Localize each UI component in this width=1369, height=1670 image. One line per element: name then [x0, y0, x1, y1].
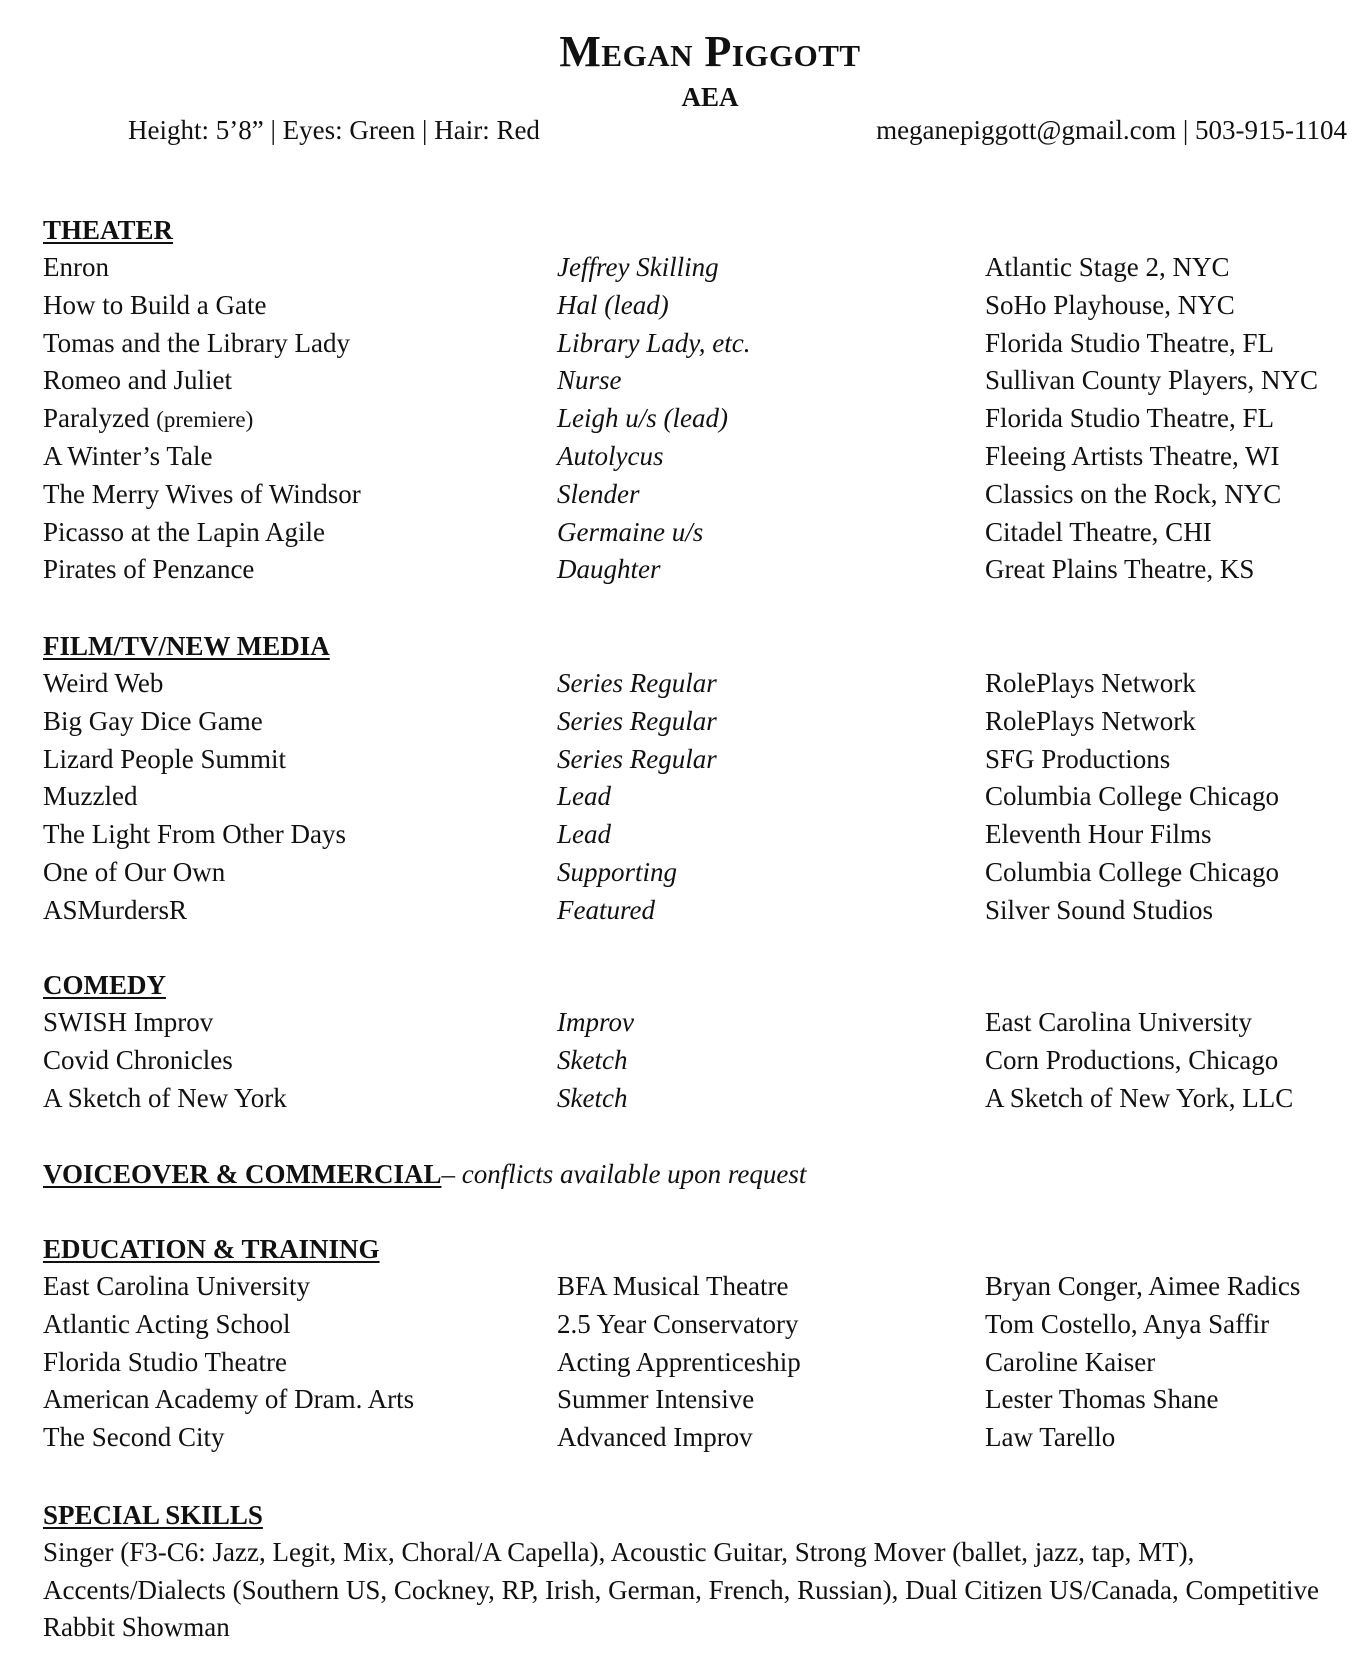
- credit-role: Improv: [557, 1007, 634, 1037]
- credit-venue: Classics on the Rock, NYC: [985, 478, 1282, 509]
- theater-row: [43, 287, 1343, 325]
- credit-role: Autolycus: [557, 440, 664, 471]
- comedy-row: [43, 1042, 1343, 1080]
- credit-role: Series Regular: [557, 743, 717, 774]
- education-program: Acting Apprenticeship: [557, 1346, 801, 1377]
- education-row: [43, 1268, 1343, 1306]
- theater-row: [43, 514, 1343, 552]
- film-row: [43, 665, 1343, 703]
- credit-title: Covid Chronicles: [43, 1044, 233, 1075]
- credit-role: Lead: [557, 819, 611, 850]
- film-section: [43, 627, 1343, 930]
- credit-role: Leigh u/s (lead): [557, 403, 728, 434]
- credit-title-cell: [43, 514, 325, 552]
- credit-title: Paralyzed: [43, 403, 150, 434]
- credit-venue: Atlantic Stage 2, NYC: [985, 252, 1230, 282]
- credit-title: SWISH Improv: [43, 1007, 214, 1037]
- skills-section: [43, 1496, 1343, 1647]
- credit-title: ASMurdersR: [43, 894, 188, 925]
- theater-list: [43, 249, 1343, 589]
- film-row: [43, 778, 1343, 816]
- credit-venue: Columbia College Chicago: [985, 856, 1279, 887]
- credit-role: Supporting: [557, 856, 678, 887]
- credit-role: Series Regular: [557, 668, 717, 698]
- credit-role: Sketch: [557, 1044, 628, 1075]
- theater-row: [43, 400, 1343, 438]
- education-program: Summer Intensive: [557, 1384, 755, 1415]
- comedy-list: [43, 1004, 1343, 1117]
- education-teachers: Lester Thomas Shane: [985, 1384, 1219, 1415]
- credit-venue: Florida Studio Theatre, FL: [985, 327, 1274, 358]
- credit-venue: SFG Productions: [985, 743, 1171, 774]
- credit-title: One of Our Own: [43, 856, 226, 887]
- comedy-section: [43, 966, 1343, 1117]
- union-affiliation: AEA: [681, 82, 739, 112]
- credit-venue: Sullivan County Players, NYC: [985, 365, 1319, 396]
- credit-title: Big Gay Dice Game: [43, 705, 263, 736]
- credit-title: Muzzled: [43, 781, 138, 812]
- education-teachers: Tom Costello, Anya Saffir: [985, 1308, 1270, 1339]
- credit-venue: Citadel Theatre, CHI: [985, 516, 1212, 547]
- education-program: BFA Musical Theatre: [557, 1271, 789, 1301]
- credit-role: Sketch: [557, 1082, 628, 1113]
- credit-role: Hal (lead): [557, 289, 669, 320]
- credit-title-cell: [43, 400, 253, 439]
- credit-role: Jeffrey Skilling: [557, 252, 719, 282]
- credit-title: Tomas and the Library Lady: [43, 327, 351, 358]
- physical-stats: Height: 5’8” | Eyes: Green | Hair: Red: [128, 115, 540, 145]
- theater-row: [43, 249, 1343, 287]
- credit-venue: Eleventh Hour Films: [985, 819, 1212, 850]
- credit-title: Enron: [43, 252, 109, 282]
- education-school: Florida Studio Theatre: [43, 1346, 287, 1377]
- credit-role: Featured: [557, 894, 655, 925]
- education-program: 2.5 Year Conservatory: [557, 1308, 799, 1339]
- voiceover-note: – conflicts available upon request: [441, 1159, 807, 1189]
- credit-title-cell: [43, 362, 232, 400]
- credit-title: The Light From Other Days: [43, 819, 346, 850]
- credit-title: Lizard People Summit: [43, 743, 286, 774]
- theater-heading: THEATER: [43, 215, 174, 245]
- theater-row: [43, 325, 1343, 363]
- education-heading: EDUCATION & TRAINING: [43, 1234, 380, 1264]
- education-teachers: Law Tarello: [985, 1422, 1116, 1453]
- credit-title: A Winter’s Tale: [43, 440, 213, 471]
- credit-venue: Fleeing Artists Theatre, WI: [985, 440, 1280, 471]
- credit-title: Pirates of Penzance: [43, 554, 255, 585]
- education-section: [43, 1230, 1343, 1457]
- credit-venue: RolePlays Network: [985, 705, 1196, 736]
- credit-title: Romeo and Juliet: [43, 365, 232, 396]
- credit-role: Library Lady, etc.: [557, 327, 751, 358]
- credit-venue: RolePlays Network: [985, 668, 1196, 698]
- credit-title-cell: [43, 249, 109, 287]
- credit-title: Weird Web: [43, 668, 164, 698]
- education-row: [43, 1344, 1343, 1382]
- credit-venue: Corn Productions, Chicago: [985, 1044, 1279, 1075]
- credit-venue: Florida Studio Theatre, FL: [985, 403, 1274, 434]
- credit-title: A Sketch of New York: [43, 1082, 287, 1113]
- credit-note: (premiere): [156, 407, 254, 433]
- education-row: [43, 1419, 1343, 1457]
- voiceover-heading: [43, 1155, 1343, 1193]
- theater-section: [43, 211, 1343, 589]
- credit-title-cell: [43, 476, 361, 514]
- theater-row: [43, 438, 1343, 476]
- education-school: The Second City: [43, 1422, 225, 1453]
- credit-venue: A Sketch of New York, LLC: [985, 1082, 1294, 1113]
- credit-venue: Columbia College Chicago: [985, 781, 1279, 812]
- voiceover-section: [43, 1155, 1343, 1193]
- skills-text: Singer (F3-C6: Jazz, Legit, Mix, Choral/A Capella), Acoustic Guitar, Strong Mover (ballet, jazz, tap, MT), Accents/Dialects (Southern US, Cockney, RP, Irish, German, French, Russian), Dual Citizen US/Canada, Competitive Rabbit Showman: [43, 1537, 1320, 1642]
- comedy-row: [43, 1080, 1343, 1118]
- education-school: Atlantic Acting School: [43, 1308, 291, 1339]
- credit-venue: Great Plains Theatre, KS: [985, 554, 1255, 585]
- credit-role: Nurse: [557, 365, 622, 396]
- education-school: American Academy of Dram. Arts: [43, 1384, 415, 1415]
- comedy-row: [43, 1004, 1343, 1042]
- credit-title: How to Build a Gate: [43, 289, 267, 320]
- education-teachers: Caroline Kaiser: [985, 1346, 1156, 1377]
- credit-title-cell: [43, 438, 213, 476]
- voiceover-title: VOICEOVER & COMMERCIAL: [43, 1159, 442, 1189]
- credit-role: Germaine u/s: [557, 516, 704, 547]
- credit-title: Picasso at the Lapin Agile: [43, 516, 325, 547]
- credit-title-cell: [43, 551, 254, 589]
- education-program: Advanced Improv: [557, 1422, 753, 1453]
- film-row: [43, 854, 1343, 892]
- credit-venue: East Carolina University: [985, 1007, 1252, 1037]
- education-row: [43, 1306, 1343, 1344]
- film-heading: FILM/TV/NEW MEDIA: [43, 631, 330, 661]
- film-row: [43, 703, 1343, 741]
- skills-heading: SPECIAL SKILLS: [43, 1500, 263, 1530]
- theater-row: [43, 551, 1343, 589]
- credit-title: The Merry Wives of Windsor: [43, 478, 361, 509]
- education-school: East Carolina University: [43, 1271, 310, 1301]
- credit-venue: SoHo Playhouse, NYC: [985, 289, 1235, 320]
- credit-title-cell: [43, 325, 350, 363]
- education-teachers: Bryan Conger, Aimee Radics: [985, 1271, 1301, 1301]
- education-list: [43, 1268, 1343, 1457]
- credit-title-cell: [43, 287, 266, 325]
- film-row: [43, 892, 1343, 930]
- contact-info: meganepiggott@gmail.com | 503-915-1104: [876, 115, 1347, 145]
- credit-role: Lead: [557, 781, 611, 812]
- film-row: [43, 741, 1343, 779]
- actor-name: Megan Piggott: [559, 27, 861, 76]
- credit-role: Slender: [557, 478, 640, 509]
- film-row: [43, 816, 1343, 854]
- theater-row: [43, 362, 1343, 400]
- credit-role: Series Regular: [557, 705, 717, 736]
- comedy-heading: COMEDY: [43, 970, 166, 1000]
- education-row: [43, 1381, 1343, 1419]
- credit-role: Daughter: [557, 554, 661, 585]
- theater-row: [43, 476, 1343, 514]
- film-list: [43, 665, 1343, 930]
- credit-venue: Silver Sound Studios: [985, 894, 1214, 925]
